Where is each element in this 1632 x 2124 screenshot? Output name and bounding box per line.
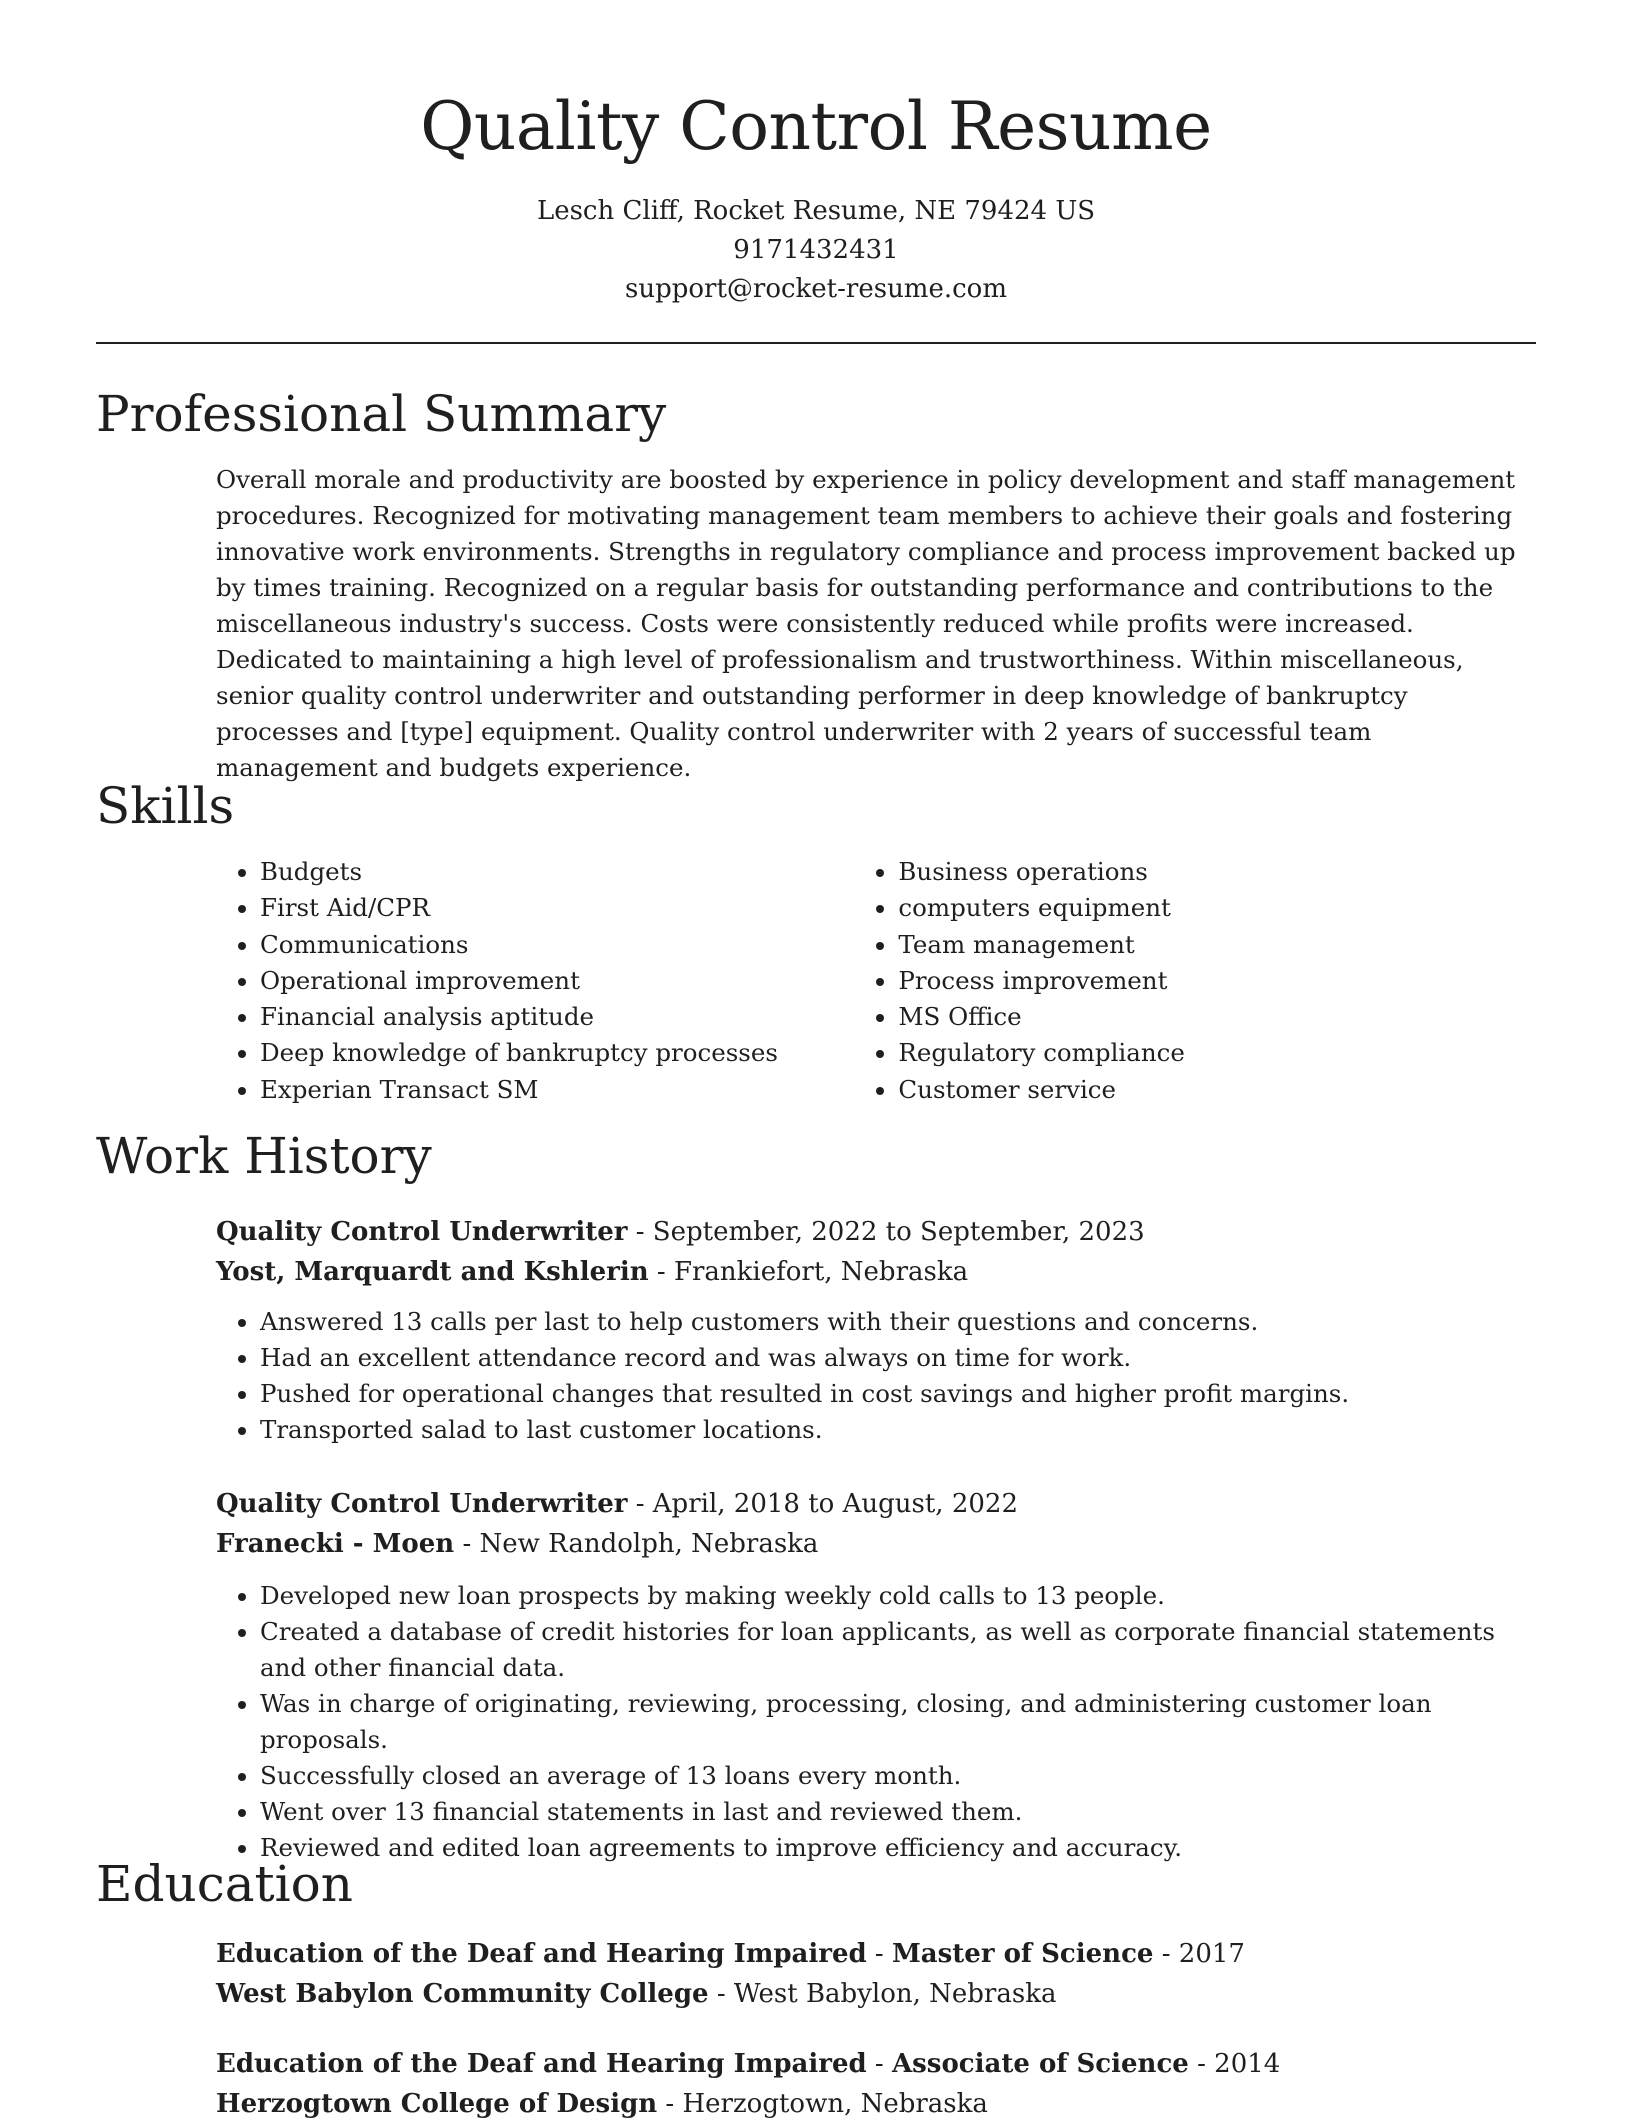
- skill-item: • Experian Transact SM: [260, 1072, 854, 1108]
- work-heading: Work History: [96, 1127, 432, 1185]
- skills-list-left: [216, 854, 854, 1108]
- job-bullet: • Transported salad to last customer locations.: [260, 1412, 1536, 1448]
- skill-item: • Regulatory compliance: [898, 1035, 1536, 1071]
- contact-phone: 9171432431: [733, 235, 899, 265]
- job-bullet: • Answered 13 calls per last to help customers with their questions and concerns.: [260, 1304, 1536, 1340]
- job-bullet: • Went over 13 financial statements in last and reviewed them.: [260, 1794, 1536, 1830]
- job-entry: [216, 1212, 1536, 1448]
- education-degree: Associate of Science: [892, 2049, 1189, 2079]
- contact-block: [0, 192, 1632, 309]
- education-school: Herzogtown College of Design: [216, 2089, 658, 2119]
- job-title-line: Quality Control Underwriter - September, 2022 to September, 2023: [216, 1217, 1145, 1247]
- education-entry: [216, 1934, 1536, 2014]
- contact-email: support@rocket-resume.com: [624, 274, 1007, 304]
- skill-item: • Communications: [260, 927, 854, 963]
- education-school-line: West Babylon Community College - West Babylon, Nebraska: [216, 1979, 1057, 2009]
- education-location: West Babylon, Nebraska: [733, 1979, 1057, 2009]
- job-bullet: • Created a database of credit histories for loan applicants, as well as corporate financial statements and other financial data.: [260, 1614, 1536, 1686]
- education-heading: Education: [96, 1855, 353, 1913]
- education-school: West Babylon Community College: [216, 1979, 709, 2009]
- job-entry: [216, 1484, 1536, 1866]
- job-bullet: • Was in charge of originating, reviewing, processing, closing, and administering customer loan proposals.: [260, 1686, 1536, 1758]
- skill-item: • Customer service: [898, 1072, 1536, 1108]
- skill-item: • Business operations: [898, 854, 1536, 890]
- job-bullets: [216, 1304, 1536, 1448]
- skill-item: • First Aid/CPR: [260, 890, 854, 926]
- education-year: 2014: [1214, 2049, 1281, 2079]
- job-bullet: • Pushed for operational changes that resulted in cost savings and higher profit margins.: [260, 1376, 1536, 1412]
- job-org-line: Franecki - Moen - New Randolph, Nebraska: [216, 1529, 819, 1559]
- job-bullet: • Developed new loan prospects by making weekly cold calls to 13 people.: [260, 1578, 1536, 1614]
- skill-item: • computers equipment: [898, 890, 1536, 926]
- job-role: Quality Control Underwriter: [216, 1217, 628, 1247]
- skill-item: • Financial analysis aptitude: [260, 999, 854, 1035]
- summary-text: Overall morale and productivity are boosted by experience in policy development and staff management procedures. Recognized for motivating management team members to achieve their goals and fostering innovative work environments. Strengths in regulatory compliance and process improvement backed up by times training. Recognized on a regular basis for outstanding performance and contributions to the miscellaneous industry's success. Costs were consistently reduced while profits were increased. Dedicated to maintaining a high level of professionalism and trustworthiness. Within miscellaneous, senior quality control underwriter and outstanding performer in deep knowledge of bankruptcy processes and [type] equipment. Quality control underwriter with 2 years of successful team management and budgets experience.: [216, 465, 1516, 782]
- job-location: New Randolph, Nebraska: [479, 1529, 819, 1559]
- job-role: Quality Control Underwriter: [216, 1489, 628, 1519]
- job-location: Frankiefort, Nebraska: [673, 1257, 969, 1287]
- summary-heading: Professional Summary: [96, 385, 667, 443]
- contact-address: Lesch Cliff, Rocket Resume, NE 79424 US: [536, 196, 1096, 226]
- job-company: Yost, Marquardt and Kshlerin: [216, 1257, 649, 1287]
- education-school-line: Herzogtown College of Design - Herzogtown, Nebraska: [216, 2089, 988, 2119]
- resume-title: Quality Control Resume: [420, 88, 1212, 165]
- job-bullet: • Had an excellent attendance record and was always on time for work.: [260, 1340, 1536, 1376]
- education-degree-line: Education of the Deaf and Hearing Impaired - Associate of Science - 2014: [216, 2049, 1281, 2079]
- education-year: 2017: [1178, 1939, 1245, 1969]
- education-degree: Master of Science: [892, 1939, 1154, 1969]
- job-org-line: Yost, Marquardt and Kshlerin - Frankiefort, Nebraska: [216, 1257, 969, 1287]
- job-company: Franecki - Moen: [216, 1529, 455, 1559]
- job-dates: September, 2022 to September, 2023: [652, 1217, 1145, 1247]
- job-dates: April, 2018 to August, 2022: [652, 1489, 1018, 1519]
- job-title-line: Quality Control Underwriter - April, 2018 to August, 2022: [216, 1489, 1018, 1519]
- summary-section: [216, 462, 1536, 786]
- skills-list-right: [854, 854, 1536, 1108]
- skill-item: • Team management: [898, 927, 1536, 963]
- skill-item: • MS Office: [898, 999, 1536, 1035]
- skill-item: • Operational improvement: [260, 963, 854, 999]
- job-bullet: • Successfully closed an average of 13 loans every month.: [260, 1758, 1536, 1794]
- job-bullet: • Reviewed and edited loan agreements to improve efficiency and accuracy.: [260, 1830, 1536, 1866]
- skill-item: • Budgets: [260, 854, 854, 890]
- skills-section: [216, 854, 1536, 1108]
- education-field: Education of the Deaf and Hearing Impaired: [216, 2049, 867, 2079]
- resume-header: [0, 0, 1632, 309]
- education-location: Herzogtown, Nebraska: [682, 2089, 988, 2119]
- education-entry: [216, 2044, 1536, 2124]
- education-field: Education of the Deaf and Hearing Impaired: [216, 1939, 867, 1969]
- header-divider: [96, 342, 1536, 344]
- skills-heading: Skills: [96, 777, 235, 835]
- skill-item: • Process improvement: [898, 963, 1536, 999]
- job-bullets: [216, 1578, 1536, 1866]
- education-degree-line: Education of the Deaf and Hearing Impaired - Master of Science - 2017: [216, 1939, 1245, 1969]
- skill-item: • Deep knowledge of bankruptcy processes: [260, 1035, 854, 1071]
